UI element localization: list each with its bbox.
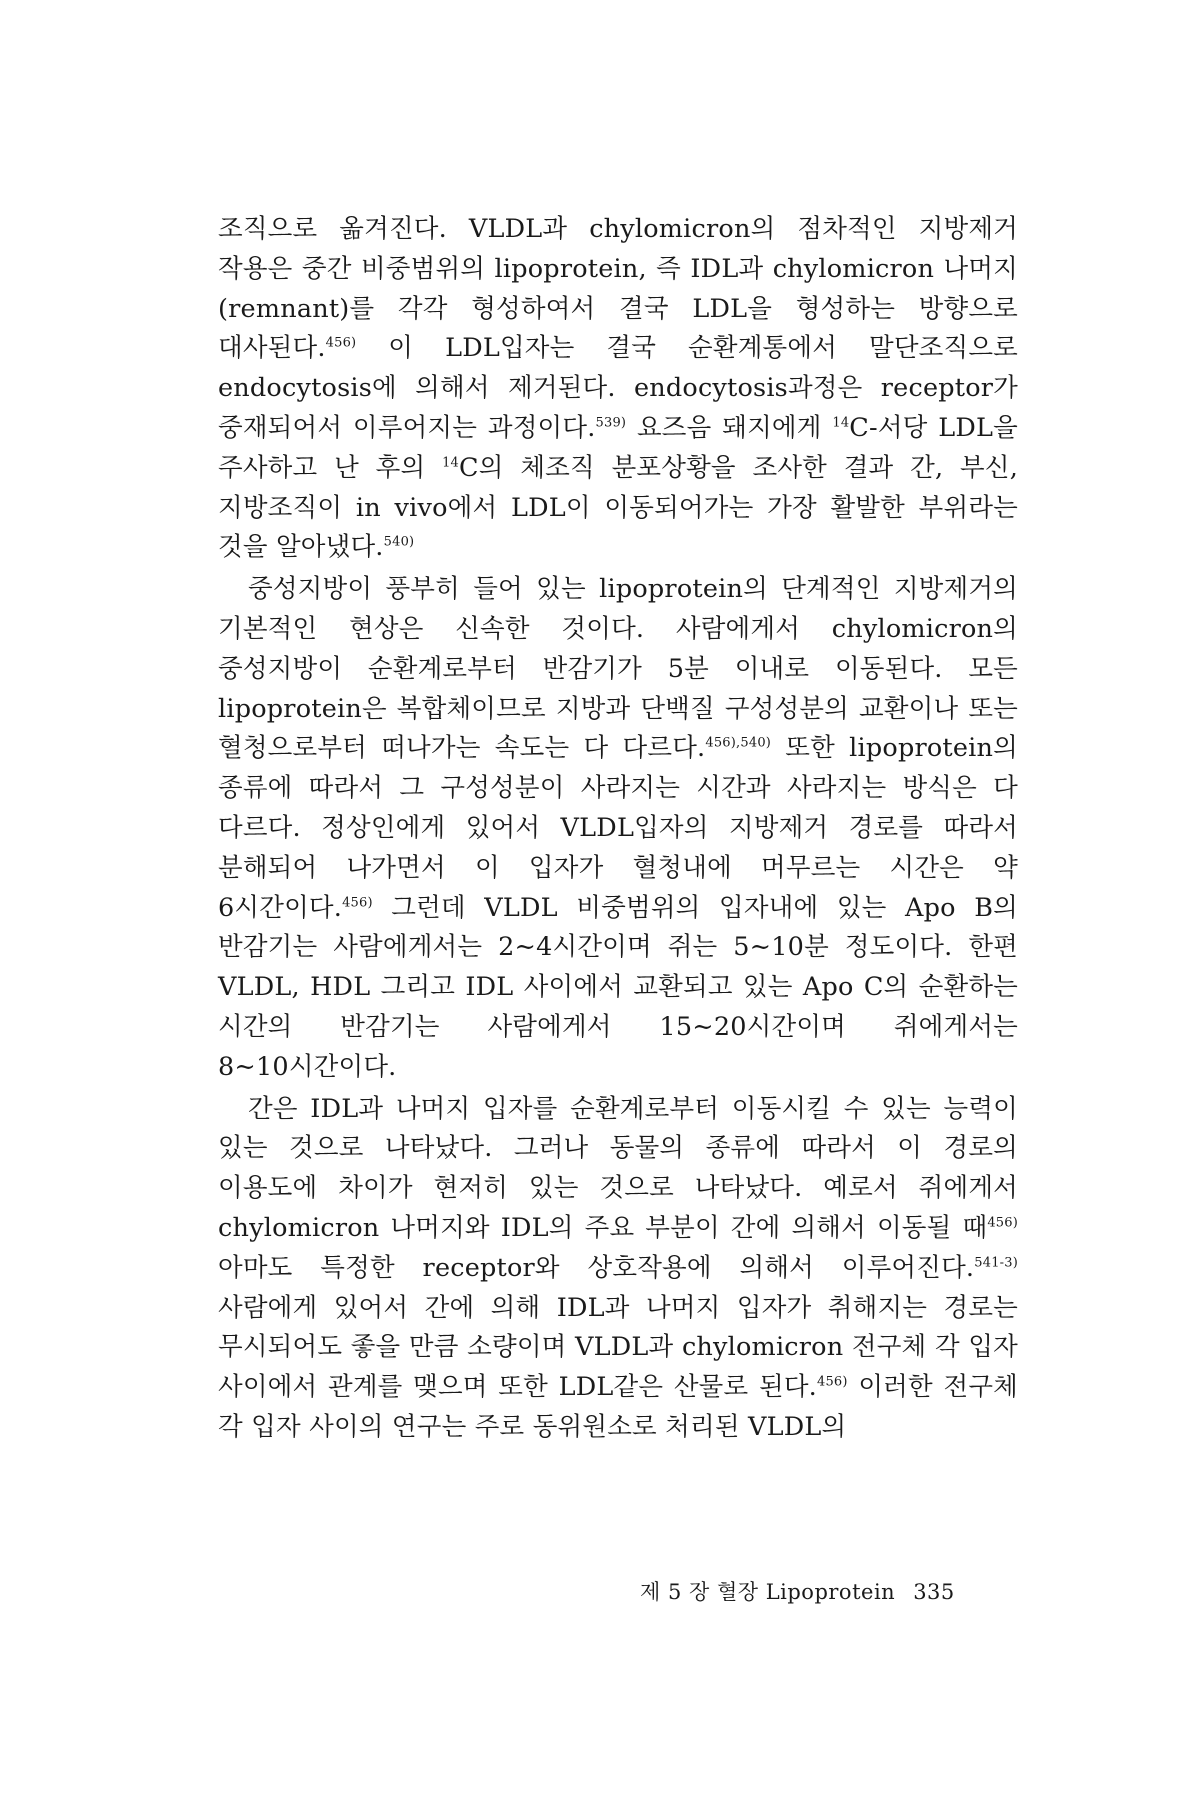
text-run: 간은 IDL과 나머지 입자를 순환계로부터 이동시킬 수 있는 능력이 있는 것으로 나타났다. 그러나 동물의 종류에 따라서 이 경로의 이용도에 차이가 현저히 있는 것으로 나타났다. 예로서 쥐에게서 chylomicron 나머지와 IDL의 주요 부분이 간에 의해서 이동될 때 <box>218 1093 1018 1243</box>
text-run: 이러한 전구체 각 입자 사이의 연구는 주로 동위원소로 처리된 VLDL의 <box>218 1372 1018 1442</box>
citation-superscript: 14 <box>832 415 850 431</box>
paragraph <box>218 1090 1018 1448</box>
running-footer-chapter: 제 5 장 혈장 Lipoprotein <box>640 1580 896 1604</box>
text-run: 그런데 VLDL 비중범위의 입자내에 있는 Apo B의 반감기는 사람에게서는 2∼4시간이며 쥐는 5∼10분 정도이다. 한편 VLDL, HDL 그리고 IDL 사이에서 교환되고 있는 Apo C의 순환하는 시간의 반감기는 사람에게서 15∼20시간이며 쥐에게서는 8∼10시간이다. <box>218 892 1018 1082</box>
text-run: 조직으로 옮겨진다. VLDL과 chylomicron의 점차적인 지방제거 작용은 중간 비중범위의 lipoprotein, 즉 IDL과 chylomicron 나머지(remnant)를 각각 형성하여서 결국 LDL을 형성하는 방향으로 대사된다. <box>218 214 1018 364</box>
citation-superscript: 456) <box>987 1215 1018 1231</box>
text-run: 또한 lipoprotein의 종류에 따라서 그 구성성분이 사라지는 시간과 사라지는 방식은 다 다르다. 정상인에게 있어서 VLDL입자의 지방제거 경로를 따라서 분해되어 나가면서 이 입자가 혈청내에 머무르는 시간은 약 6시간이다. <box>218 733 1018 923</box>
citation-superscript: 456) <box>816 1374 848 1390</box>
body-text <box>218 210 1018 1448</box>
text-run: C-서당 LDL을 주사하고 난 후의 <box>218 412 1019 483</box>
page-number: 335 <box>913 1580 955 1604</box>
citation-superscript: 539) <box>595 415 627 431</box>
citation-superscript: 541-3) <box>974 1255 1018 1271</box>
citation-superscript: 540) <box>383 534 415 550</box>
citation-superscript: 456) <box>325 335 357 351</box>
text-run: 사람에게 있어서 간에 의해 IDL과 나머지 입자가 취해지는 경로는 무시되어도 좋을 만큼 소량이며 VLDL과 chylomicron 전구체 각 입자 사이에서 관계를 맺으며 또한 LDL같은 산물로 된다. <box>218 1292 1018 1403</box>
page-footer <box>640 1576 1020 1606</box>
citation-superscript: 456) <box>342 895 373 911</box>
text-run: 이 LDL입자는 결국 순환계통에서 말단조직으로 endocytosis에 의해서 제거된다. endocytosis과정은 receptor가 중재되어서 이루어지는 과정이다. <box>218 333 1018 443</box>
text-run: C의 체조직 분포상황을 조사한 결과 간, 부신, 지방조직이 in vivo에서 LDL이 이동되어가는 가장 활발한 부위라는 것을 알아냈다. <box>218 452 1018 563</box>
citation-superscript: 456),540) <box>705 735 772 751</box>
citation-superscript: 14 <box>442 455 460 471</box>
text-run: 요즈음 돼지에게 <box>626 412 833 443</box>
text-run: 중성지방이 풍부히 들어 있는 lipoprotein의 단계적인 지방제거의 기본적인 현상은 신속한 것이다. 사람에게서 chylomicron의 중성지방이 순환계로부터 반감기가 5분 이내로 이동된다. 모든 lipoprotein은 복합체이므로 지방과 단백질 구성성분의 교환이나 또는 혈청으로부터 떠나가는 속도는 다 다르다. <box>218 574 1018 764</box>
paragraph <box>218 210 1018 568</box>
text-run: 아마도 특정한 receptor와 상호작용에 의해서 이루어진다. <box>218 1252 975 1283</box>
paragraph <box>218 570 1018 1087</box>
